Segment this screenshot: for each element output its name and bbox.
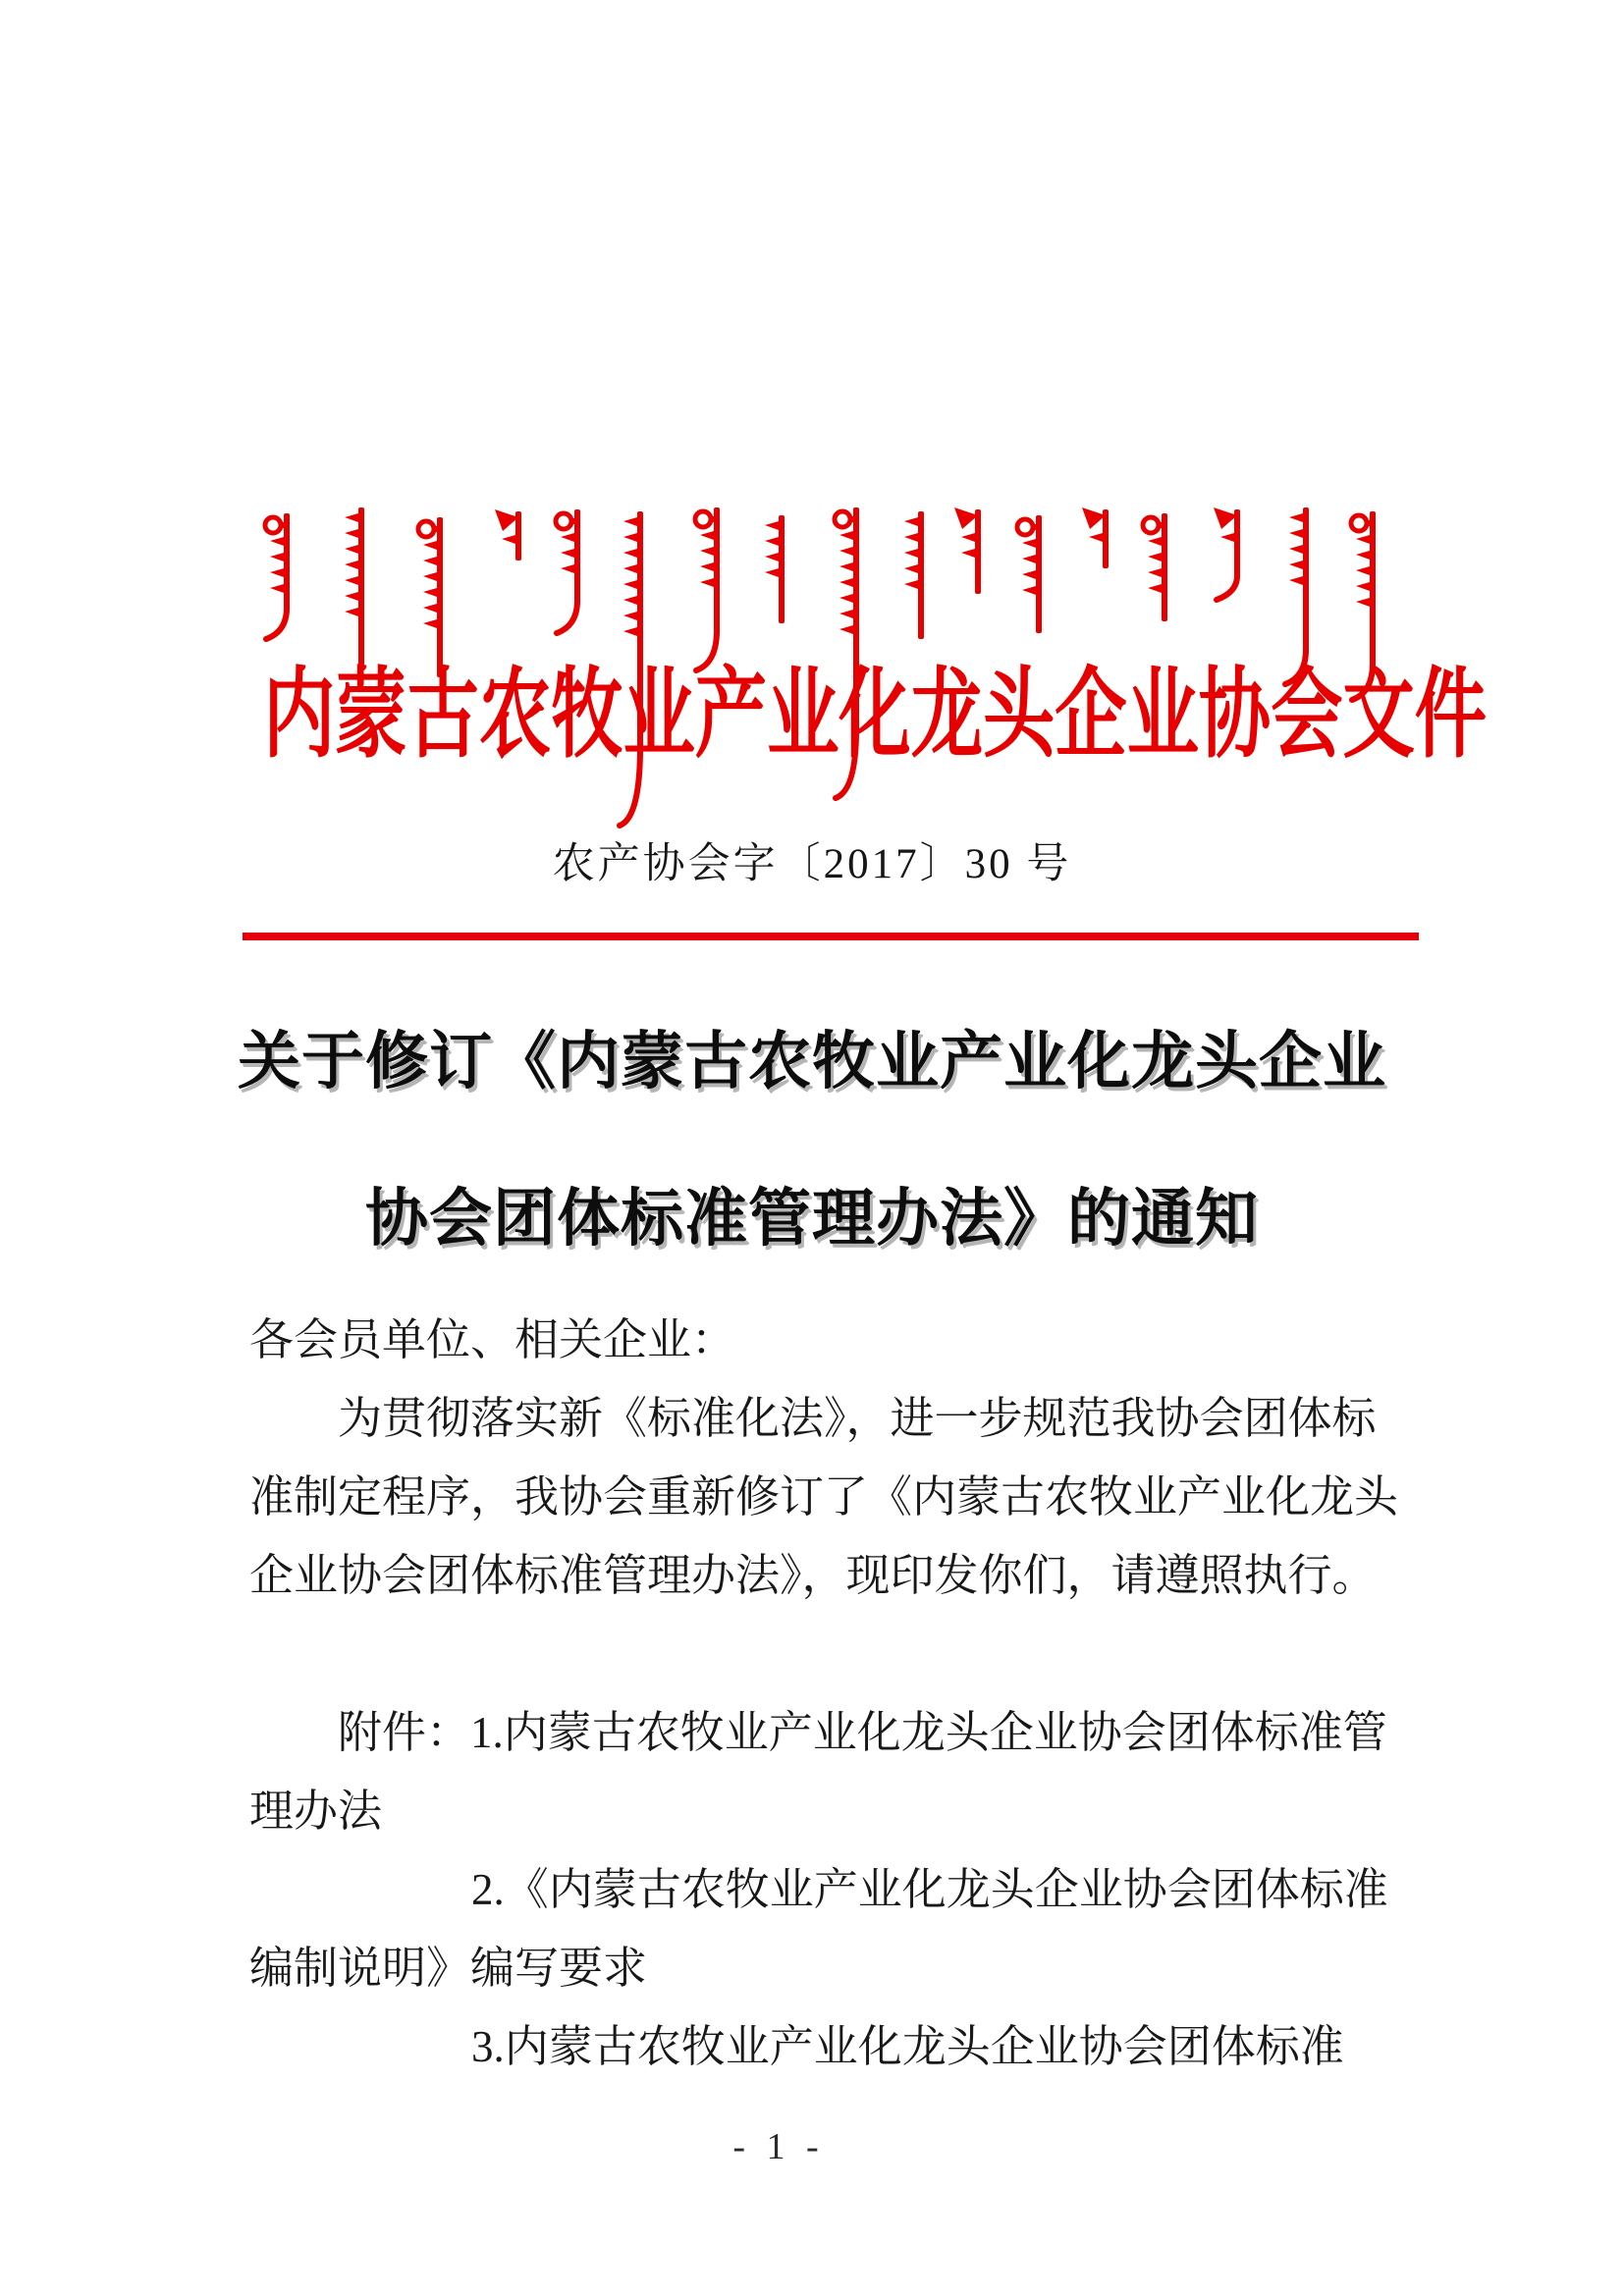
body-text [249,1301,1400,2086]
mongolian-word [892,509,943,659]
body-line: 3.内蒙古农牧业产业化龙头企业协会团体标准 [471,2022,1344,2071]
doc-number: 农产协会字〔2017〕30 号 [552,841,1072,887]
body-line: 准制定程序，我协会重新修订了《内蒙古农牧业产业化龙头 [249,1472,1399,1522]
body-line: 编制说明》编写要求 [249,1944,648,1993]
mongolian-word [548,507,599,647]
body-line: 2.《内蒙古农牧业产业化龙头企业协会团体标准 [471,1865,1388,1914]
body-line: 附件：1.内蒙古农牧业产业化龙头企业协会团体标准管 [338,1708,1387,1757]
document-title [0,984,1624,1298]
red-divider-rule [243,933,1419,940]
mongolian-word [948,507,1000,614]
body-line: 企业协会团体标准管理办法》，现印发你们，请遵照执行。 [249,1551,1377,1600]
mongolian-word [1135,511,1186,641]
mongolian-script-banner [0,0,1624,353]
mongolian-word [752,513,803,643]
document-title-line2: 协会团体标准管理办法》的通知 [365,1184,1259,1254]
body-blank-line [249,1615,1400,1693]
mongolian-word [1076,507,1127,588]
mongolian-word [489,509,540,580]
page-number: - 1 - [732,2126,825,2167]
body-line: 各会员单位、相关企业： [249,1315,736,1364]
document-title-line1: 关于修订《内蒙古农牧业产业化龙头企业 [238,1027,1386,1096]
mongolian-word [1009,513,1060,653]
mongolian-word [257,511,308,653]
mongolian-word [1208,507,1259,614]
body-line: 理办法 [249,1787,383,1836]
org-title-banner: 内蒙古农牧业产业化龙头企业协会文件 [263,661,1488,770]
body-line: 为贯彻落实新《标准化法》，进一步规范我协会团体标 [338,1394,1377,1443]
